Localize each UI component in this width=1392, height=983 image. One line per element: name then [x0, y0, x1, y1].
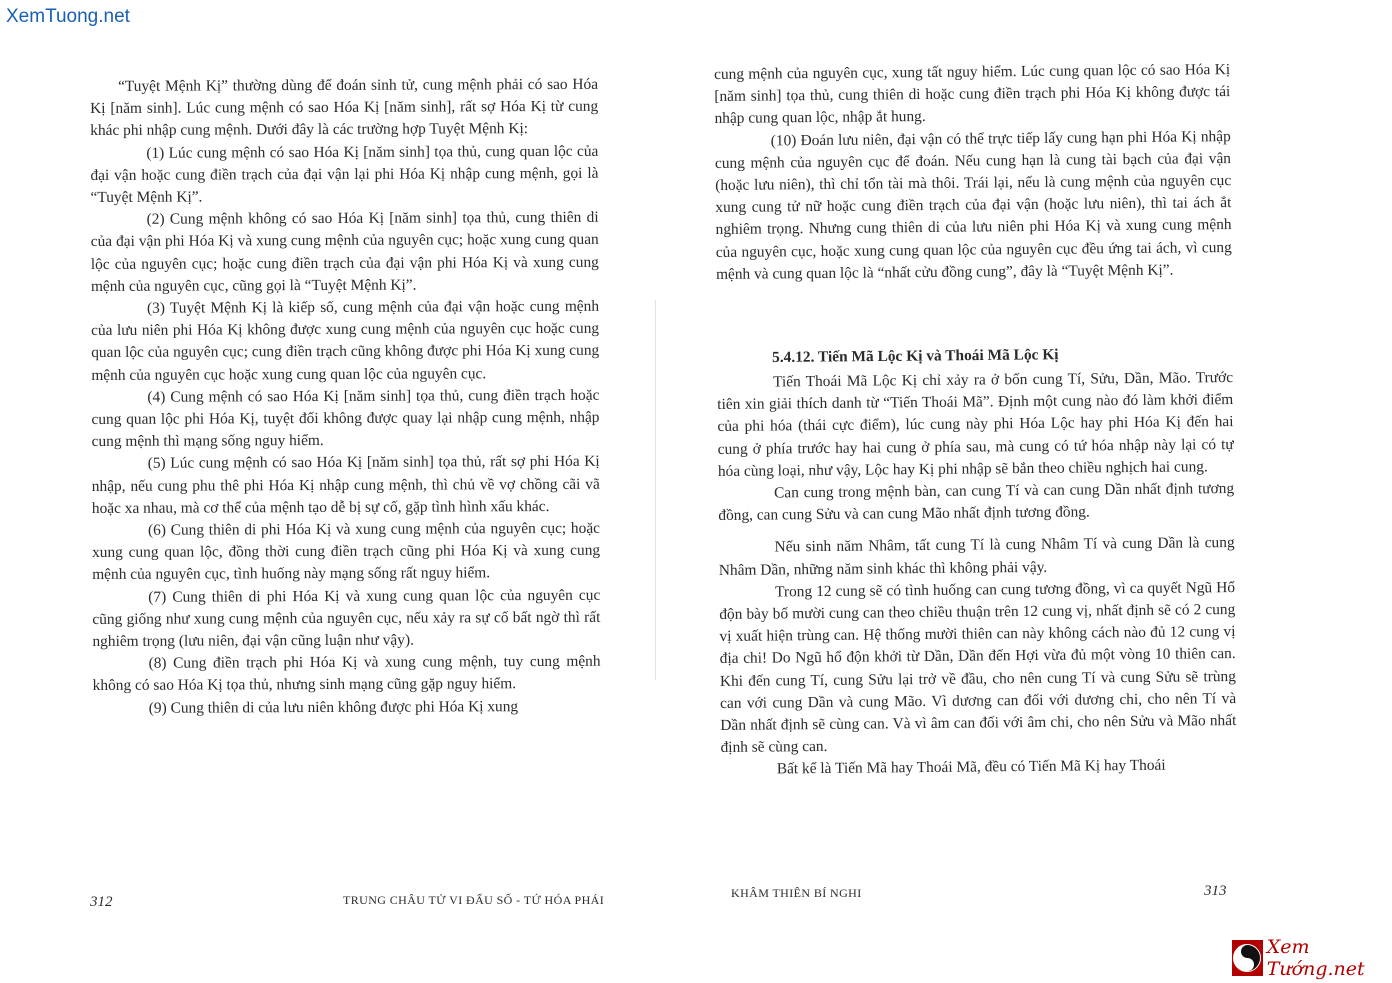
- paragraph: (7) Cung thiên di phi Hóa Kị và xung cung quan lộc của nguyên cục cũng giống như xung cung mệnh của nguyên cục, nếu xảy ra sự cố bất ngờ thì rất nghiêm trọng (lưu niên, đại vận cũng luận như vậy).: [92, 586, 601, 651]
- paragraph: (2) Cung mệnh không có sao Hóa Kị [năm sinh] tọa thủ, cung thiên di của đại vận phi Hóa Kị và xung cung mệnh của nguyên cục; hoặc xung cung quan lộc của nguyên cục; hoặc cung điền trạch của đại vận phi Hóa Kị và xung cung mệnh của nguyên cục, cũng gọi là “Tuyệt Mệnh Kị”.: [90, 209, 599, 295]
- paragraph: (9) Cung thiên di của lưu niên không được phi Hóa Kị xung: [148, 697, 519, 717]
- site-logo: [1232, 936, 1392, 980]
- paragraph: Can cung trong mệnh bàn, can cung Tí và can cung Dần nhất định tương đồng, can cung Sửu và can cung Mão nhất định tương đồng.: [718, 480, 1235, 525]
- paragraph: (10) Đoán lưu niên, đại vận có thể trực tiếp lấy cung hạn phi Hóa Kị nhập cung mệnh của nguyên cục để đoán. Nếu cung hạn là cung tài bạch của đại vận (hoặc lưu niên), thì chỉ tổn tài mà thôi. Trái lại, nếu là cung mệnh của nguyên cục xung cung tử nữ hoặc cung điền trạch của đại vận (hoặc lưu niên), thì tai ách ắt nghiêm trọng. Nhưng cung thiên di của lưu niên phi Hóa Kị và xung cung mệnh của nguyên cục, hoặc xung cung quan lộc của nguyên cục đều ứng tai ách, vì cung mệnh và cung quan lộc là “nhất cửu đồng cung”, đây là “Tuyệt Mệnh Kị”.: [714, 127, 1232, 283]
- paragraph: Tiến Thoái Mã Lộc Kị chỉ xảy ra ở bốn cung Tí, Sửu, Dần, Mão. Trước tiên xin giải thích danh từ “Tiến Thoái Mã”. Định một cung nào đó làm khởi điểm của phi hóa (thái cực điểm), lúc cung này phi Hóa Lộc hay phi Hóa Kị đến hai cung ở phía trước hay hai cung ở phía sau, mà cung có tứ hóa nhập này lại có tự hóa cùng loại, như vậy, Lộc hay Kị phi nhập sẽ bắn theo chiều nghịch hai cung.: [717, 369, 1234, 480]
- paragraph: Trong 12 cung sẽ có tình huống can cung tương đồng, vì ca quyết Ngũ Hổ độn bày bố mười cung can theo chiều thuận trên 12 cung vị, nhất định sẽ có 2 cung vị xuất hiện trùng can. Hệ thống mười thiên can này không cách nào đủ 12 cung vị địa chi! Do Ngũ hổ độn khởi từ Dần, Dần đến Hợi vừa đủ một vòng 10 thiên can. Khi đến cung Tí, cung Sửu lại trở về đầu, cho nên cung Tí và cung Sửu sẽ trùng can với cung Dần và cung Mão. Vì dương can đối với dương chi, cho nên Tí và Dần nhất định sẽ cùng can. Và vì âm can đối với âm chi, cho nên Sửu và Mão nhất định sẽ cùng can.: [719, 578, 1237, 757]
- left-page-body: [90, 74, 601, 720]
- right-page-body: [714, 59, 1237, 782]
- paragraph: (6) Cung thiên di phi Hóa Kị và xung cung mệnh của nguyên cục; hoặc xung cung quan lộc, đồng thời cung điền trạch cũng phi Hóa Kị và xung cung mệnh của nguyên cục, tình huống này mạng sống rất nguy hiểm.: [92, 519, 601, 584]
- right-page-number: 313: [1204, 883, 1227, 899]
- paragraph: “Tuyệt Mệnh Kị” thường dùng để đoán sinh tử, cung mệnh phải có sao Hóa Kị [năm sinh]. Lúc cung mệnh có sao Hóa Kị [năm sinh], rất sợ Hóa Kị từ cung khác phi nhập cung mệnh. Dưới đây là các trường hợp Tuyệt Mệnh Kị:: [90, 75, 599, 140]
- left-page-footer-title: TRUNG CHÂU TỬ VI ĐẨU SỐ - TỨ HÓA PHÁI: [343, 893, 605, 907]
- site-logo-text: Xem Tướng.net: [1266, 936, 1365, 980]
- section-heading: 5.4.12. Tiến Mã Lộc Kị và Thoái Mã Lộc Kị: [772, 346, 1059, 366]
- page-gutter: [655, 300, 656, 680]
- paragraph: (4) Cung mệnh có sao Hóa Kị [năm sinh] tọa thủ, cung điền trạch hoặc cung quan lộc phi Hóa Kị, tuyệt đối không được quay lại nhập cung mệnh, nhập cung mệnh thì mạng sống nguy hiểm.: [91, 386, 600, 451]
- yin-yang-icon: [1232, 940, 1263, 976]
- paragraph: cung mệnh của nguyên cục, xung tất nguy hiểm. Lúc cung quan lộc có sao Hóa Kị [năm sinh] tọa thủ, cung thiên di hoặc cung điền trạch phi Hóa Kị không được tái nhập cung quan lộc, nhập ắt hung.: [714, 61, 1231, 128]
- paragraph: (5) Lúc cung mệnh có sao Hóa Kị [năm sinh] tọa thủ, rất sợ phi Hóa Kị nhập, nếu cung phu thê phi Hóa Kị nhập cung mệnh, thì chủ về vợ chồng cãi vã hoặc xa nhau, mà cơ thể của mệnh tạo dễ bị sự cố, gặp tình hình xấu khác.: [91, 453, 600, 517]
- left-page-number: 312: [90, 894, 113, 910]
- paragraph: (8) Cung điền trạch phi Hóa Kị và xung cung mệnh, tuy cung mệnh không có sao Hóa Kị tọa thủ, nhưng sinh mạng cũng gặp nguy hiểm.: [92, 653, 601, 695]
- paragraph: (3) Tuyệt Mệnh Kị là kiếp số, cung mệnh của đại vận hoặc cung mệnh của lưu niên phi Hóa Kị không được xung cung mệnh của nguyên cục hoặc cung quan lộc của nguyên cục; cung điền trạch cũng không được phi Hóa Kị xung cung mệnh của nguyên cục hoặc xung cung quan lộc của nguyên cục.: [91, 297, 600, 384]
- paragraph: (1) Lúc cung mệnh có sao Hóa Kị [năm sinh] tọa thủ, cung quan lộc của đại vận hoặc cung điền trạch của đại vận lại phi Hóa Kị nhập cung mệnh, gọi là “Tuyệt Mệnh Kị”.: [90, 142, 599, 207]
- site-watermark-top: XemTuong.net: [6, 6, 130, 27]
- paragraph: Nếu sinh năm Nhâm, tất cung Tí là cung Nhâm Tí và cung Dần là cung Nhâm Dần, những năm sinh khác thì không phải vậy.: [718, 534, 1235, 579]
- paragraph: Bất kể là Tiến Mã hay Thoái Mã, đều có Tiến Mã Kị hay Thoái: [776, 757, 1166, 778]
- right-page-footer-title: KHÂM THIÊN BÍ NGHI: [731, 886, 862, 900]
